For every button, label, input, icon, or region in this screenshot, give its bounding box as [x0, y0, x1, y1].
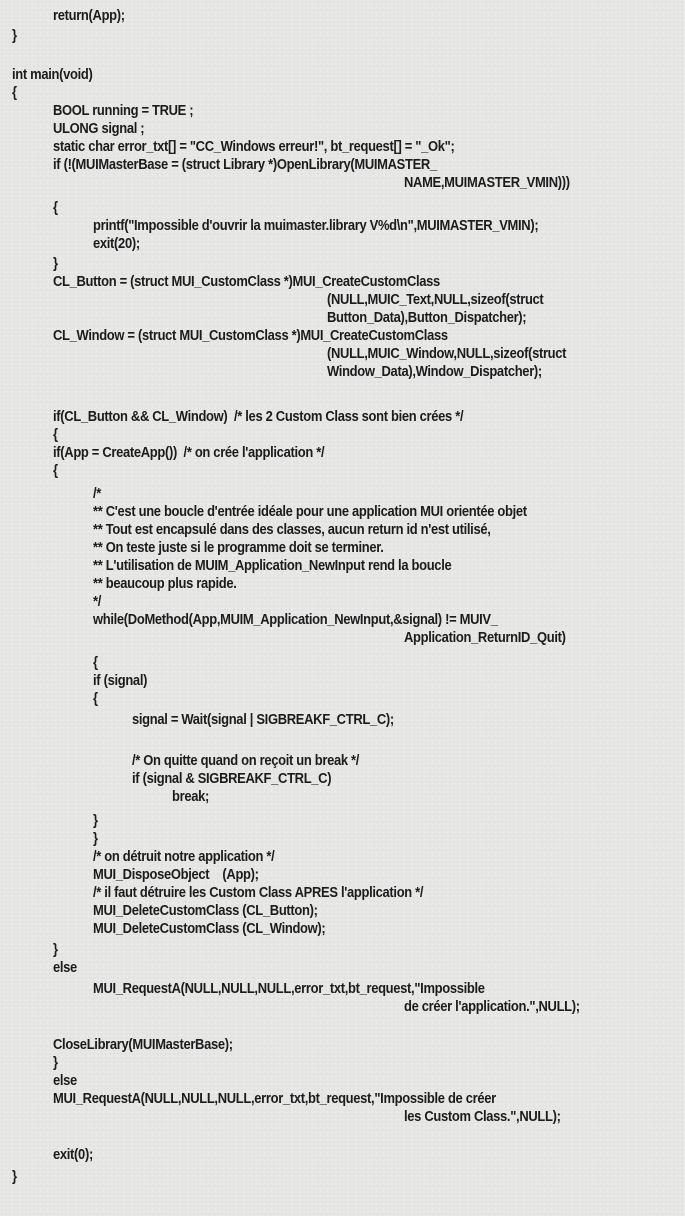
code-line: exit(20); — [93, 236, 140, 252]
code-line: static char error_txt[] = "CC_Windows erreur!", bt_request[] = "_Ok"; — [53, 139, 455, 155]
code-line: NAME,MUIMASTER_VMIN))) — [404, 175, 570, 191]
code-line: } — [53, 1055, 58, 1071]
code-line: { — [53, 200, 58, 216]
code-line: { — [93, 691, 98, 707]
code-line: { — [12, 85, 17, 101]
code-line: } — [53, 256, 58, 272]
code-line: MUI_DisposeObject (App); — [93, 867, 259, 883]
code-line: */ — [93, 594, 102, 610]
code-line: printf("Impossible d'ouvrir la muimaster.library V%d\n",MUIMASTER_VMIN); — [93, 218, 539, 234]
code-line: /* on détruit notre application */ — [93, 849, 275, 865]
code-line: else — [53, 960, 77, 976]
code-line: { — [93, 655, 98, 671]
code-line: /* On quitte quand on reçoit un break */ — [132, 753, 360, 769]
code-line: Button_Data),Button_Dispatcher); — [327, 310, 527, 326]
code-line: signal = Wait(signal | SIGBREAKF_CTRL_C); — [132, 712, 394, 728]
code-line: if (signal & SIGBREAKF_CTRL_C) — [132, 771, 332, 787]
code-line: Application_ReturnID_Quit) — [404, 630, 566, 646]
code-line: Window_Data),Window_Dispatcher); — [327, 364, 542, 380]
code-line: /* — [93, 486, 102, 502]
code-line: ** On teste juste si le programme doit se terminer. — [93, 540, 384, 556]
code-line: BOOL running = TRUE ; — [53, 103, 194, 119]
code-line: (NULL,MUIC_Text,NULL,sizeof(struct — [327, 292, 544, 308]
code-line: } — [53, 942, 58, 958]
code-line: if (!(MUIMasterBase = (struct Library *)OpenLibrary(MUIMASTER_ — [53, 157, 437, 173]
code-line: ** C'est une boucle d'entrée idéale pour une application MUI orientée objet — [93, 504, 527, 520]
code-line: if (signal) — [93, 673, 148, 689]
code-line: MUI_DeleteCustomClass (CL_Window); — [93, 921, 326, 937]
code-line: } — [12, 28, 17, 44]
code-line: else — [53, 1073, 77, 1089]
code-line: exit(0); — [53, 1147, 93, 1163]
code-line: MUI_RequestA(NULL,NULL,NULL,error_txt,bt_request,"Impossible — [93, 981, 485, 997]
code-line: les Custom Class.",NULL); — [404, 1109, 561, 1125]
code-line: ** Tout est encapsulé dans des classes, aucun return id n'est utilisé, — [93, 522, 491, 538]
code-line: ** beaucoup plus rapide. — [93, 576, 237, 592]
code-line: MUI_RequestA(NULL,NULL,NULL,error_txt,bt_request,"Impossible de créer — [53, 1091, 496, 1107]
code-line: { — [53, 427, 58, 443]
code-line: } — [93, 813, 98, 829]
code-line: if(CL_Button && CL_Window) /* les 2 Custom Class sont bien crées */ — [53, 409, 464, 425]
code-line: { — [53, 463, 58, 479]
code-line: MUI_DeleteCustomClass (CL_Button); — [93, 903, 318, 919]
code-line: } — [93, 831, 98, 847]
code-line: ** L'utilisation de MUIM_Application_NewInput rend la boucle — [93, 558, 452, 574]
code-line: return(App); — [53, 8, 125, 24]
code-line: (NULL,MUIC_Window,NULL,sizeof(struct — [327, 346, 567, 362]
code-line: de créer l'application.",NULL); — [404, 999, 580, 1015]
code-line: if(App = CreateApp()) /* on crée l'application */ — [53, 445, 325, 461]
code-line: } — [12, 1169, 17, 1185]
code-line: CL_Button = (struct MUI_CustomClass *)MUI_CreateCustomClass — [53, 274, 440, 290]
code-line: break; — [172, 789, 209, 805]
code-line: CloseLibrary(MUIMasterBase); — [53, 1037, 233, 1053]
code-line: int main(void) — [12, 67, 93, 83]
code-line: CL_Window = (struct MUI_CustomClass *)MUI_CreateCustomClass — [53, 328, 448, 344]
code-line: /* il faut détruire les Custom Class APRES l'application */ — [93, 885, 424, 901]
code-line: while(DoMethod(App,MUIM_Application_NewInput,&signal) != MUIV_ — [93, 612, 498, 628]
code-line: ULONG signal ; — [53, 121, 145, 137]
